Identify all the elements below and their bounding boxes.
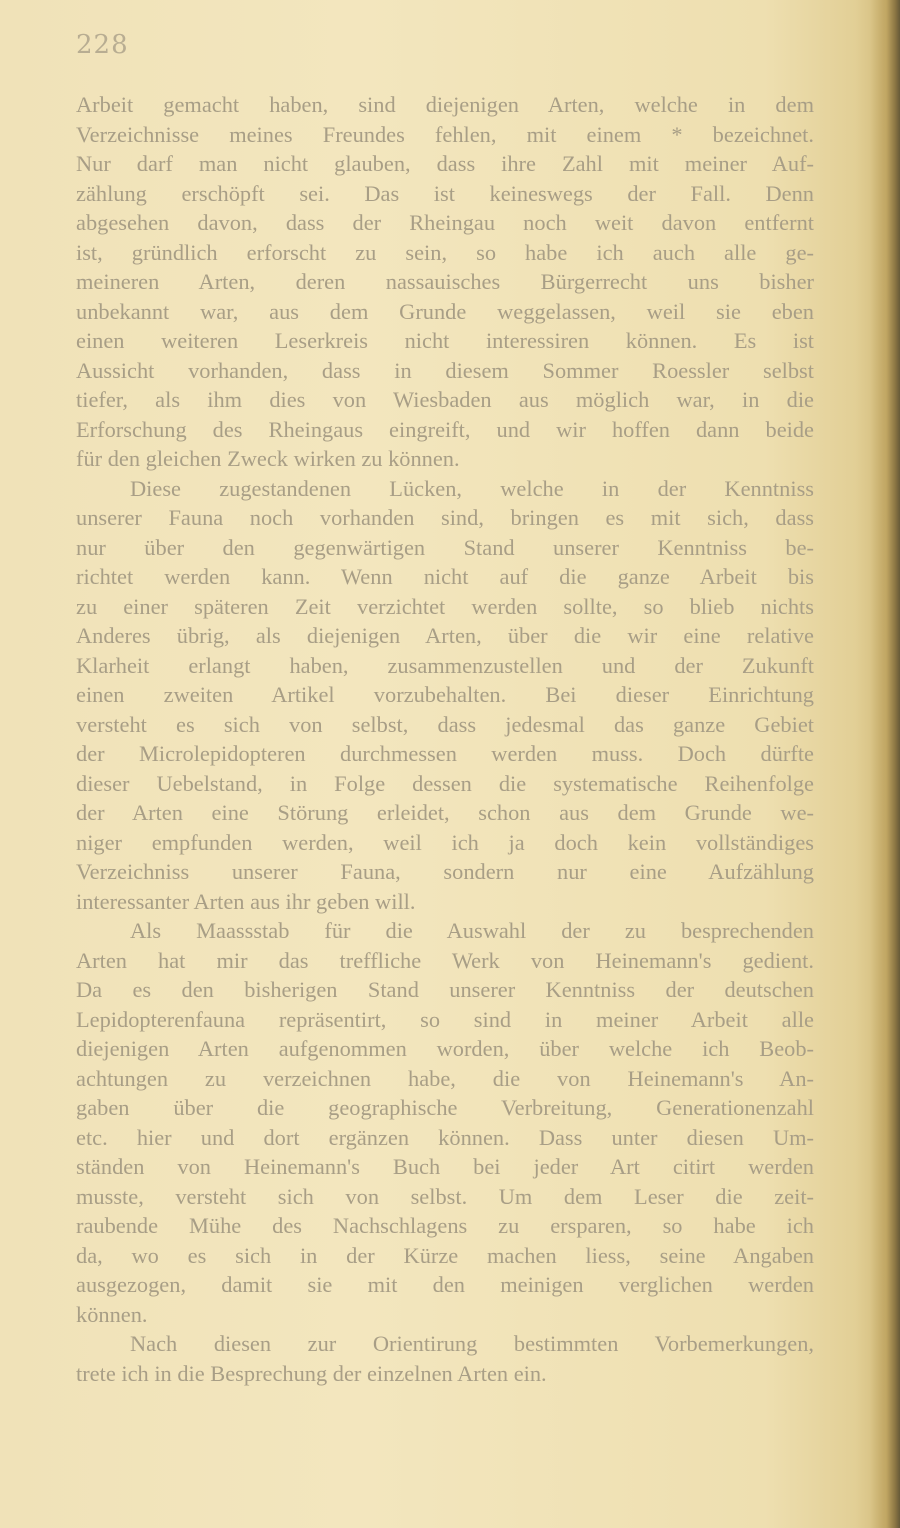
text-line: der Arten eine Störung erleidet, schon aus dem Grunde we- [76, 800, 814, 825]
text-line: für den gleichen Zweck wirken zu können. [76, 446, 460, 471]
text-line: da, wo es sich in der Kürze machen liess, seine Angaben [76, 1242, 814, 1268]
text-line: niger empfunden werden, weil ich ja doch kein vollständiges [76, 829, 814, 855]
text-line: meineren Arten, deren nassauisches Bürgerrecht uns bisher [76, 269, 814, 294]
page-number: 228 [76, 30, 129, 60]
text-line: ausgezogen, damit sie mit den meinigen verglichen werden [76, 1272, 814, 1297]
text-line: Aussicht vorhanden, dass in diesem Sommer Roessler selbst [76, 357, 814, 383]
page-binding-edge [870, 0, 900, 1528]
text-line: Verzeichniss unserer Fauna, sondern nur eine Aufzählung [76, 859, 814, 884]
text-line: Nach diesen zur Orientirung bestimmten Vorbemerkungen, [130, 1331, 814, 1356]
text-line: zu einer späteren Zeit verzichtet werden sollte, so blieb nichts [76, 593, 814, 619]
paragraph [76, 1329, 814, 1388]
text-line: Erforschung des Rheingaus eingreift, und wir hoffen dann beide [76, 416, 814, 442]
text-line: nur über den gegenwärtigen Stand unserer Kenntniss be- [76, 534, 814, 560]
text-line: etc. hier und dort ergänzen können. Dass unter diesen Um- [76, 1124, 814, 1150]
text-line: trete ich in die Besprechung der einzelnen Arten ein. [76, 1360, 547, 1386]
paragraph [76, 474, 814, 917]
text-line: ist, gründlich erforscht zu sein, so habe ich auch alle ge- [76, 239, 814, 265]
text-line: unserer Fauna noch vorhanden sind, bringen es mit sich, dass [76, 505, 814, 530]
text-line: ständen von Heinemann's Buch bei jeder Art citirt werden [76, 1154, 814, 1179]
text-line: Verzeichnisse meines Freundes fehlen, mit einem * bezeichnet. [76, 121, 814, 147]
text-line: Lepidopterenfauna repräsentirt, so sind in meiner Arbeit alle [76, 1006, 814, 1032]
text-line: einen weiteren Leserkreis nicht interessiren können. Es ist [76, 328, 814, 353]
text-line: musste, versteht sich von selbst. Um dem Leser die zeit- [76, 1183, 814, 1209]
text-line: raubende Mühe des Nachschlagens zu ersparen, so habe ich [76, 1213, 814, 1238]
text-line: Nur darf man nicht glauben, dass ihre Zahl mit meiner Auf- [76, 151, 814, 176]
paragraph [76, 90, 814, 474]
page-text [76, 90, 814, 1388]
text-line: einen zweiten Artikel vorzubehalten. Bei dieser Einrichtung [76, 682, 814, 707]
paragraph [76, 916, 814, 1329]
text-line: tiefer, als ihm dies von Wiesbaden aus möglich war, in die [76, 387, 814, 412]
text-line: unbekannt war, aus dem Grunde weggelassen, weil sie eben [76, 298, 814, 324]
text-line: Als Maassstab für die Auswahl der zu besprechenden [130, 918, 814, 943]
text-line: dieser Uebelstand, in Folge dessen die systematische Reihenfolge [76, 770, 814, 796]
text-line: richtet werden kann. Wenn nicht auf die ganze Arbeit bis [76, 564, 814, 589]
text-line: Arbeit gemacht haben, sind diejenigen Arten, welche in dem [76, 92, 814, 117]
text-line: Arten hat mir das treffliche Werk von Heinemann's gedient. [76, 947, 814, 973]
text-line: versteht es sich von selbst, dass jedesmal das ganze Gebiet [76, 711, 814, 737]
text-line: zählung erschöpft sei. Das ist keineswegs der Fall. Denn [76, 180, 814, 206]
text-line: Diese zugestandenen Lücken, welche in der Kenntniss [130, 475, 814, 501]
text-line: interessanter Arten aus ihr geben will. [76, 888, 416, 914]
text-line: abgesehen davon, dass der Rheingau noch weit davon entfernt [76, 210, 814, 235]
text-line: achtungen zu verzeichnen habe, die von Heinemann's An- [76, 1065, 814, 1091]
text-line: können. [76, 1301, 148, 1327]
text-line: gaben über die geographische Verbreitung, Generationenzahl [76, 1095, 814, 1120]
text-line: Klarheit erlangt haben, zusammenzustellen und der Zukunft [76, 652, 814, 678]
text-line: Da es den bisherigen Stand unserer Kenntniss der deutschen [76, 977, 814, 1002]
text-line: Anderes übrig, als diejenigen Arten, über die wir eine relative [76, 623, 814, 648]
text-line: diejenigen Arten aufgenommen worden, über welche ich Beob- [76, 1036, 814, 1061]
text-line: der Microlepidopteren durchmessen werden muss. Doch dürfte [76, 741, 814, 766]
